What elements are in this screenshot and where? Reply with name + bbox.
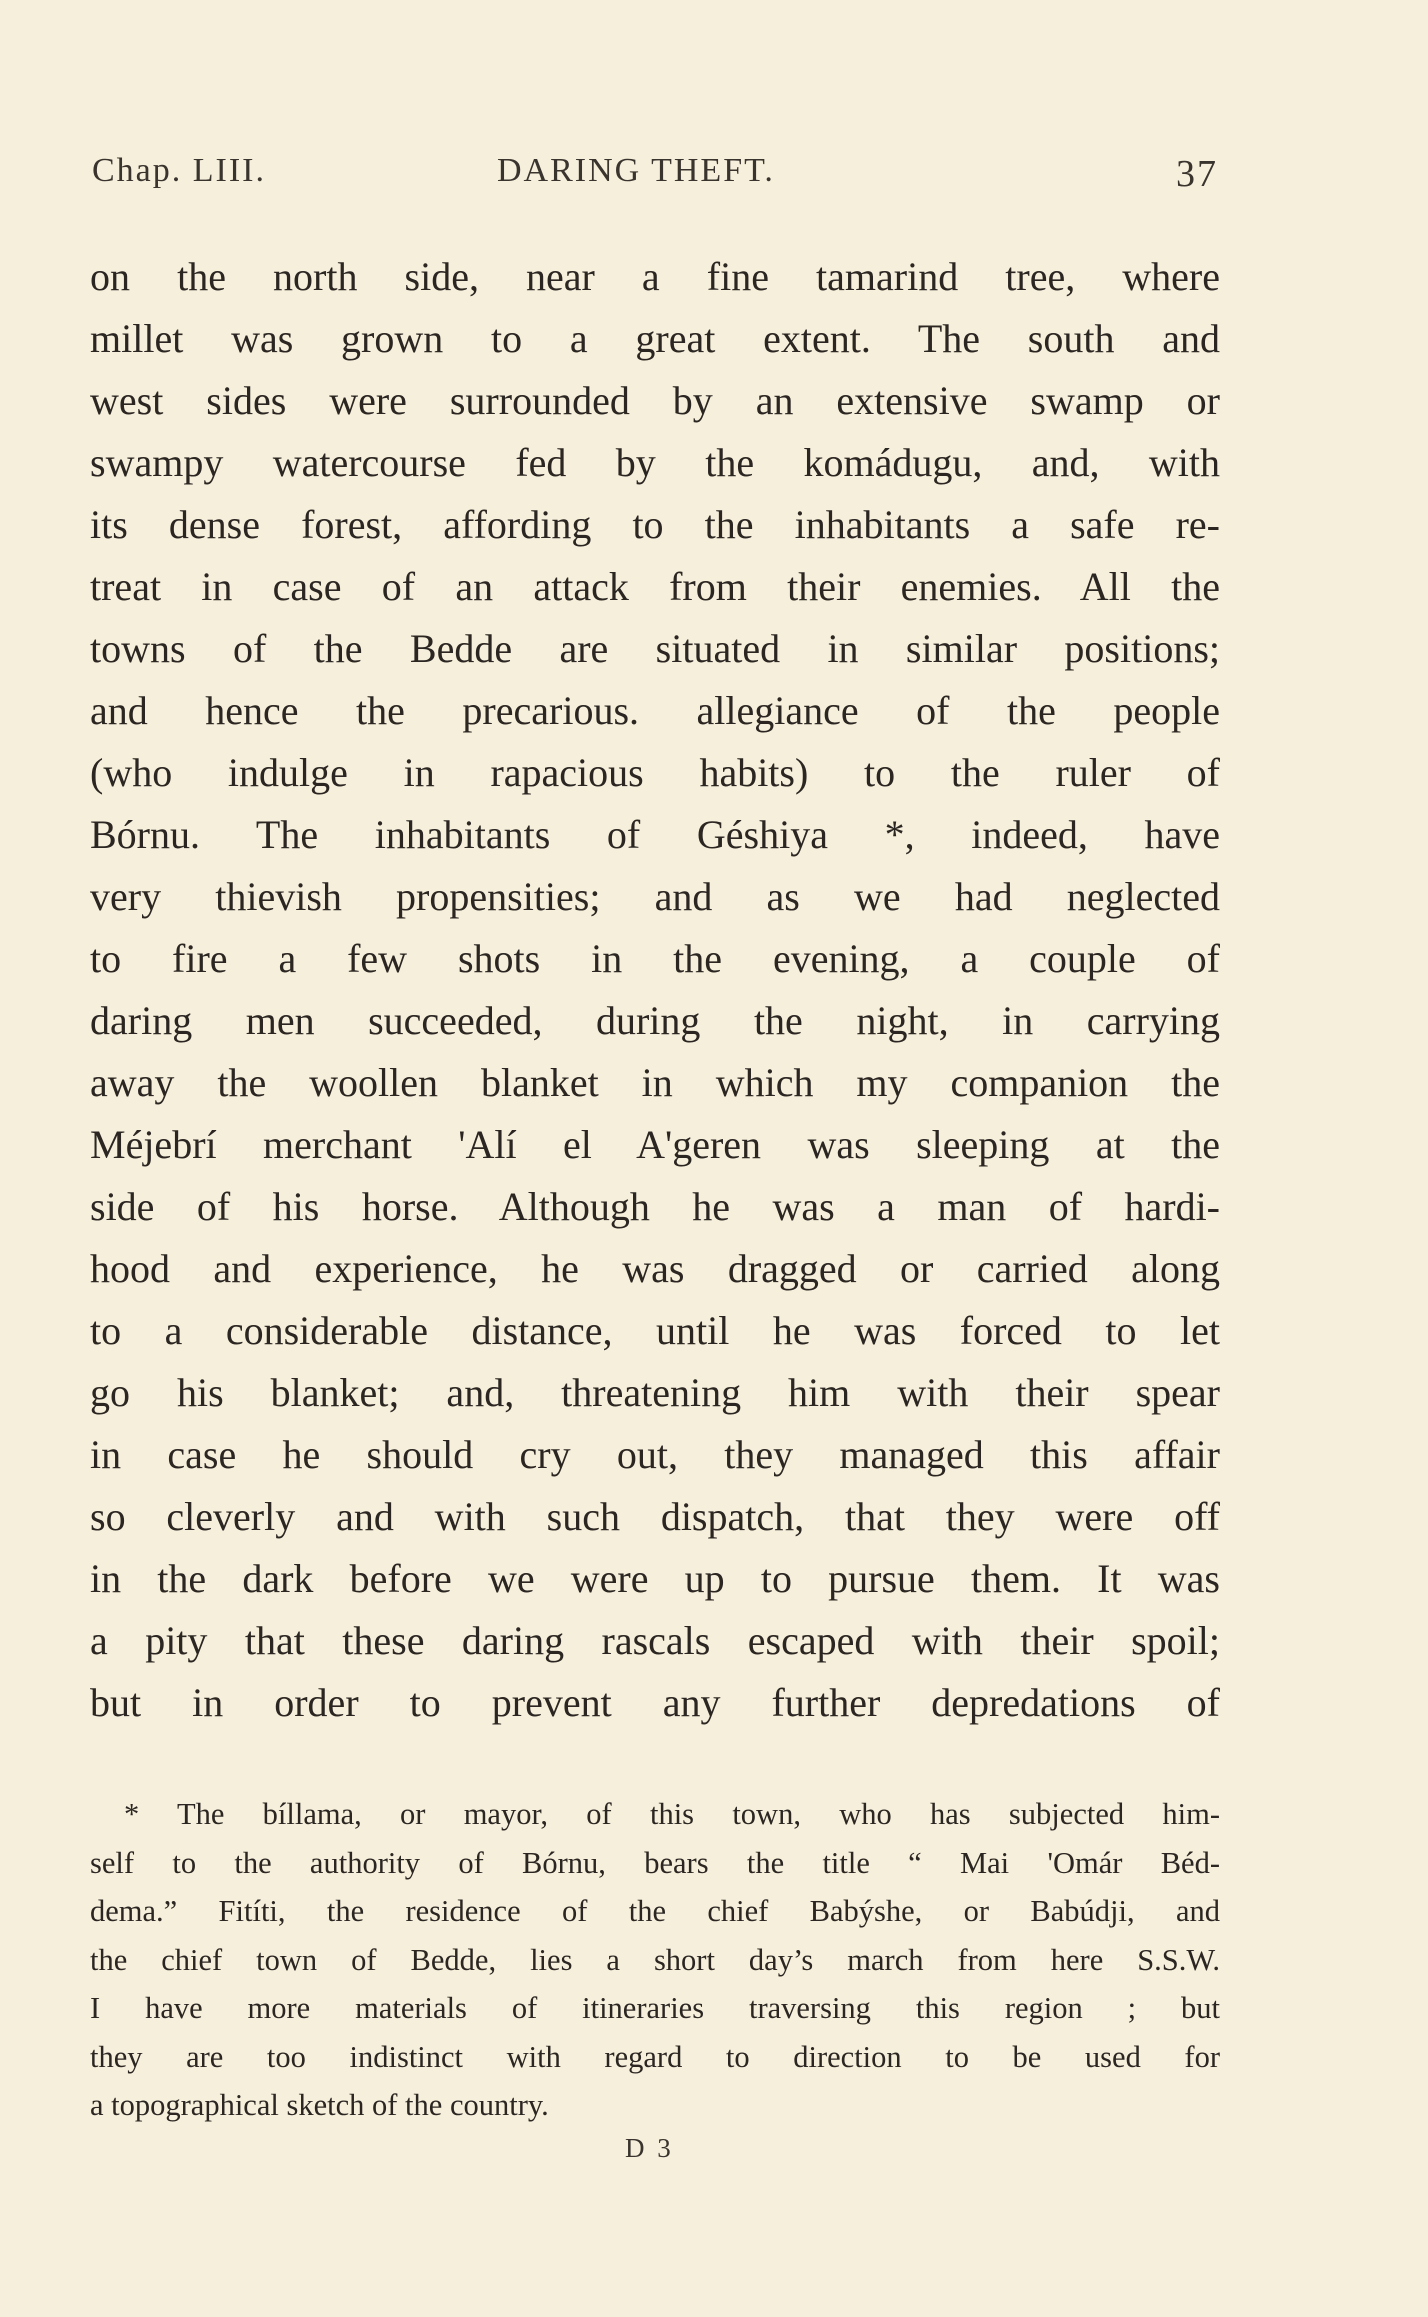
footnote-line: I have more materials of itineraries traversing this region ; but: [90, 1991, 1220, 2025]
text-line: but in order to prevent any further depredations of: [90, 1680, 1220, 1725]
text-line: and hence the precarious. allegiance of the people: [90, 688, 1220, 733]
text-line: Méjebrí merchant 'Alí el A'geren was sleeping at the: [90, 1122, 1220, 1167]
footnote-line: self to the authority of Bórnu, bears the title “ Mai 'Omár Béd-: [90, 1845, 1220, 1880]
footnote-line: the chief town of Bedde, lies a short day’s march from here S.S.W.: [90, 1942, 1220, 1977]
text-line: hood and experience, he was dragged or carried along: [90, 1246, 1220, 1291]
footnote-line: a topographical sketch of the country.: [90, 2088, 549, 2122]
page-number: 37: [1176, 153, 1218, 195]
text-line: its dense forest, affording to the inhabitants a safe re-: [90, 502, 1220, 547]
text-line: to fire a few shots in the evening, a couple of: [90, 936, 1220, 981]
text-line: away the woollen blanket in which my companion the: [90, 1060, 1220, 1105]
text-line: treat in case of an attack from their enemies. All the: [90, 564, 1220, 609]
footnote-line: they are too indistinct with regard to direction to be used for: [90, 2039, 1220, 2074]
text-line: side of his horse. Although he was a man of hardi-: [90, 1184, 1220, 1229]
text-line: millet was grown to a great extent. The south and: [90, 316, 1220, 361]
chapter-label: Chap. LIII.: [92, 152, 267, 189]
text-line: very thievish propensities; and as we had neglected: [90, 874, 1220, 919]
footnote-line: * The bíllama, or mayor, of this town, who has subjected him-: [124, 1797, 1220, 1831]
text-line: a pity that these daring rascals escaped with their spoil;: [90, 1618, 1220, 1663]
text-line: on the north side, near a fine tamarind tree, where: [90, 254, 1220, 299]
text-line: so cleverly and with such dispatch, that they were off: [90, 1494, 1220, 1539]
text-line: in case he should cry out, they managed this affair: [90, 1432, 1220, 1477]
text-line: daring men succeeded, during the night, in carrying: [90, 998, 1220, 1043]
running-title: DARING THEFT.: [497, 152, 775, 189]
running-header: [92, 152, 1218, 200]
text-line: (who indulge in rapacious habits) to the ruler of: [90, 750, 1220, 795]
text-line: swampy watercourse fed by the komádugu, and, with: [90, 440, 1220, 485]
text-line: go his blanket; and, threatening him with their spear: [90, 1370, 1220, 1415]
footnote-line: dema.” Fitíti, the residence of the chief Babýshe, or Babúdji, and: [90, 1894, 1220, 1928]
text-line: in the dark before we were up to pursue them. It was: [90, 1556, 1220, 1601]
body-text: [90, 246, 1220, 1734]
text-line: towns of the Bedde are situated in similar positions;: [90, 626, 1220, 671]
footnote: [90, 1790, 1220, 2130]
signature-mark: D 3: [625, 2133, 674, 2163]
text-line: west sides were surrounded by an extensive swamp or: [90, 378, 1220, 423]
text-line: Bórnu. The inhabitants of Géshiya *, indeed, have: [90, 812, 1220, 857]
text-line: to a considerable distance, until he was forced to let: [90, 1308, 1220, 1353]
